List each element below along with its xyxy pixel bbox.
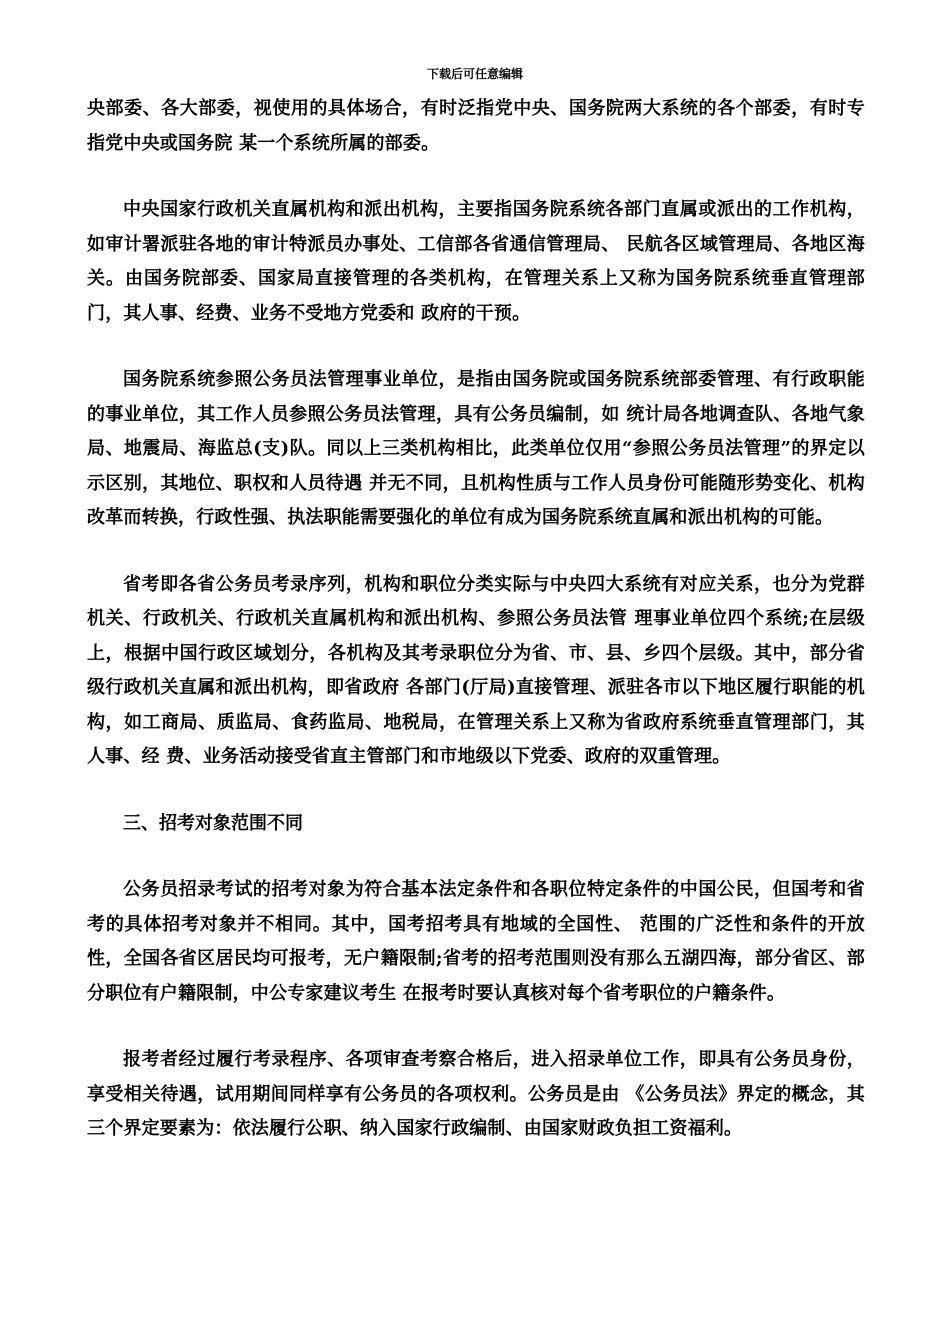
document-body (87, 92, 865, 1179)
paragraph-3: 国务院系统参照公务员法管理事业单位，是指由国务院或国务院系统部委管理、有行政职能的事业单位，其工作人员参照公务员法管理，具有公务员编制，如 统计局各地调查队、各地气象局、地震局、海监总(支)队。同以上三类机构相比，此类单位仅用“参照公务员法管理”的界定以示区别，其地位、职权和人员待遇 并无不同，且机构性质与工作人员身份可能随形势变化、机构改革而转换，行政性强、执法职能需要强化的单位有成为国务院系统直属和派出机构的可能。 (87, 369, 865, 528)
paragraph-5: 公务员招录考试的招考对象为符合基本法定条件和各职位特定条件的中国公民，但国考和省考的具体招考对象并不相同。其中，国考招考具有地域的全国性、 范围的广泛性和条件的开放性，全国各省区居民均可报考，无户籍限制;省考的招考范围则没有那么五湖四海，部分省区、部分职位有户籍限制，中公专家建议考生 在报考时要认真核对每个省考职位的户籍条件。 (87, 879, 865, 1004)
paragraph-6: 报考者经过履行考录程序、各项审查考察合格后，进入招录单位工作，即具有公务员身份，享受相关待遇，试用期间同样享有公务员的各项权利。公务员是由 《公务员法》界定的概念，其三个界定要素为：依法履行公职、纳入国家行政编制、由国家财政负担工资福利。 (87, 1049, 865, 1139)
paragraph-1: 央部委、各大部委，视使用的具体场合，有时泛指党中央、国务院两大系统的各个部委，有时专指党中央或国务院 某一个系统所属的部委。 (87, 98, 865, 154)
paragraph-2: 中央国家行政机关直属机构和派出机构，主要指国务院系统各部门直属或派出的工作机构，如审计署派驻各地的审计特派员办事处、工信部各省通信管理局、 民航各区域管理局、各地区海关。由国务院部委、国家局直接管理的各类机构，在管理关系上又称为国务院系统垂直管理部门，其人事、经费、业务不受地方党委和 政府的干预。 (87, 199, 865, 324)
paragraph-4: 省考即各省公务员考录序列，机构和职位分类实际与中央四大系统有对应关系，也分为党群机关、行政机关、行政机关直属机构和派出机构、参照公务员法管 理事业单位四个系统;在层级上，根据中国行政区域划分，各机构及其考录职位分为省、市、县、乡四个层级。其中，部分省级行政机关直属和派出机构，即省政府 各部门(厅局)直接管理、派驻各市以下地区履行职能的机构，如工商局、质监局、食药监局、地税局，在管理关系上又称为省政府系统垂直管理部门，其人事、经 费、业务活动接受省直主管部门和市地级以下党委、政府的双重管理。 (87, 573, 865, 767)
section-heading: 三、招考对象范围不同 (123, 812, 303, 834)
page-header: 下载后可任意编辑 (426, 67, 523, 81)
